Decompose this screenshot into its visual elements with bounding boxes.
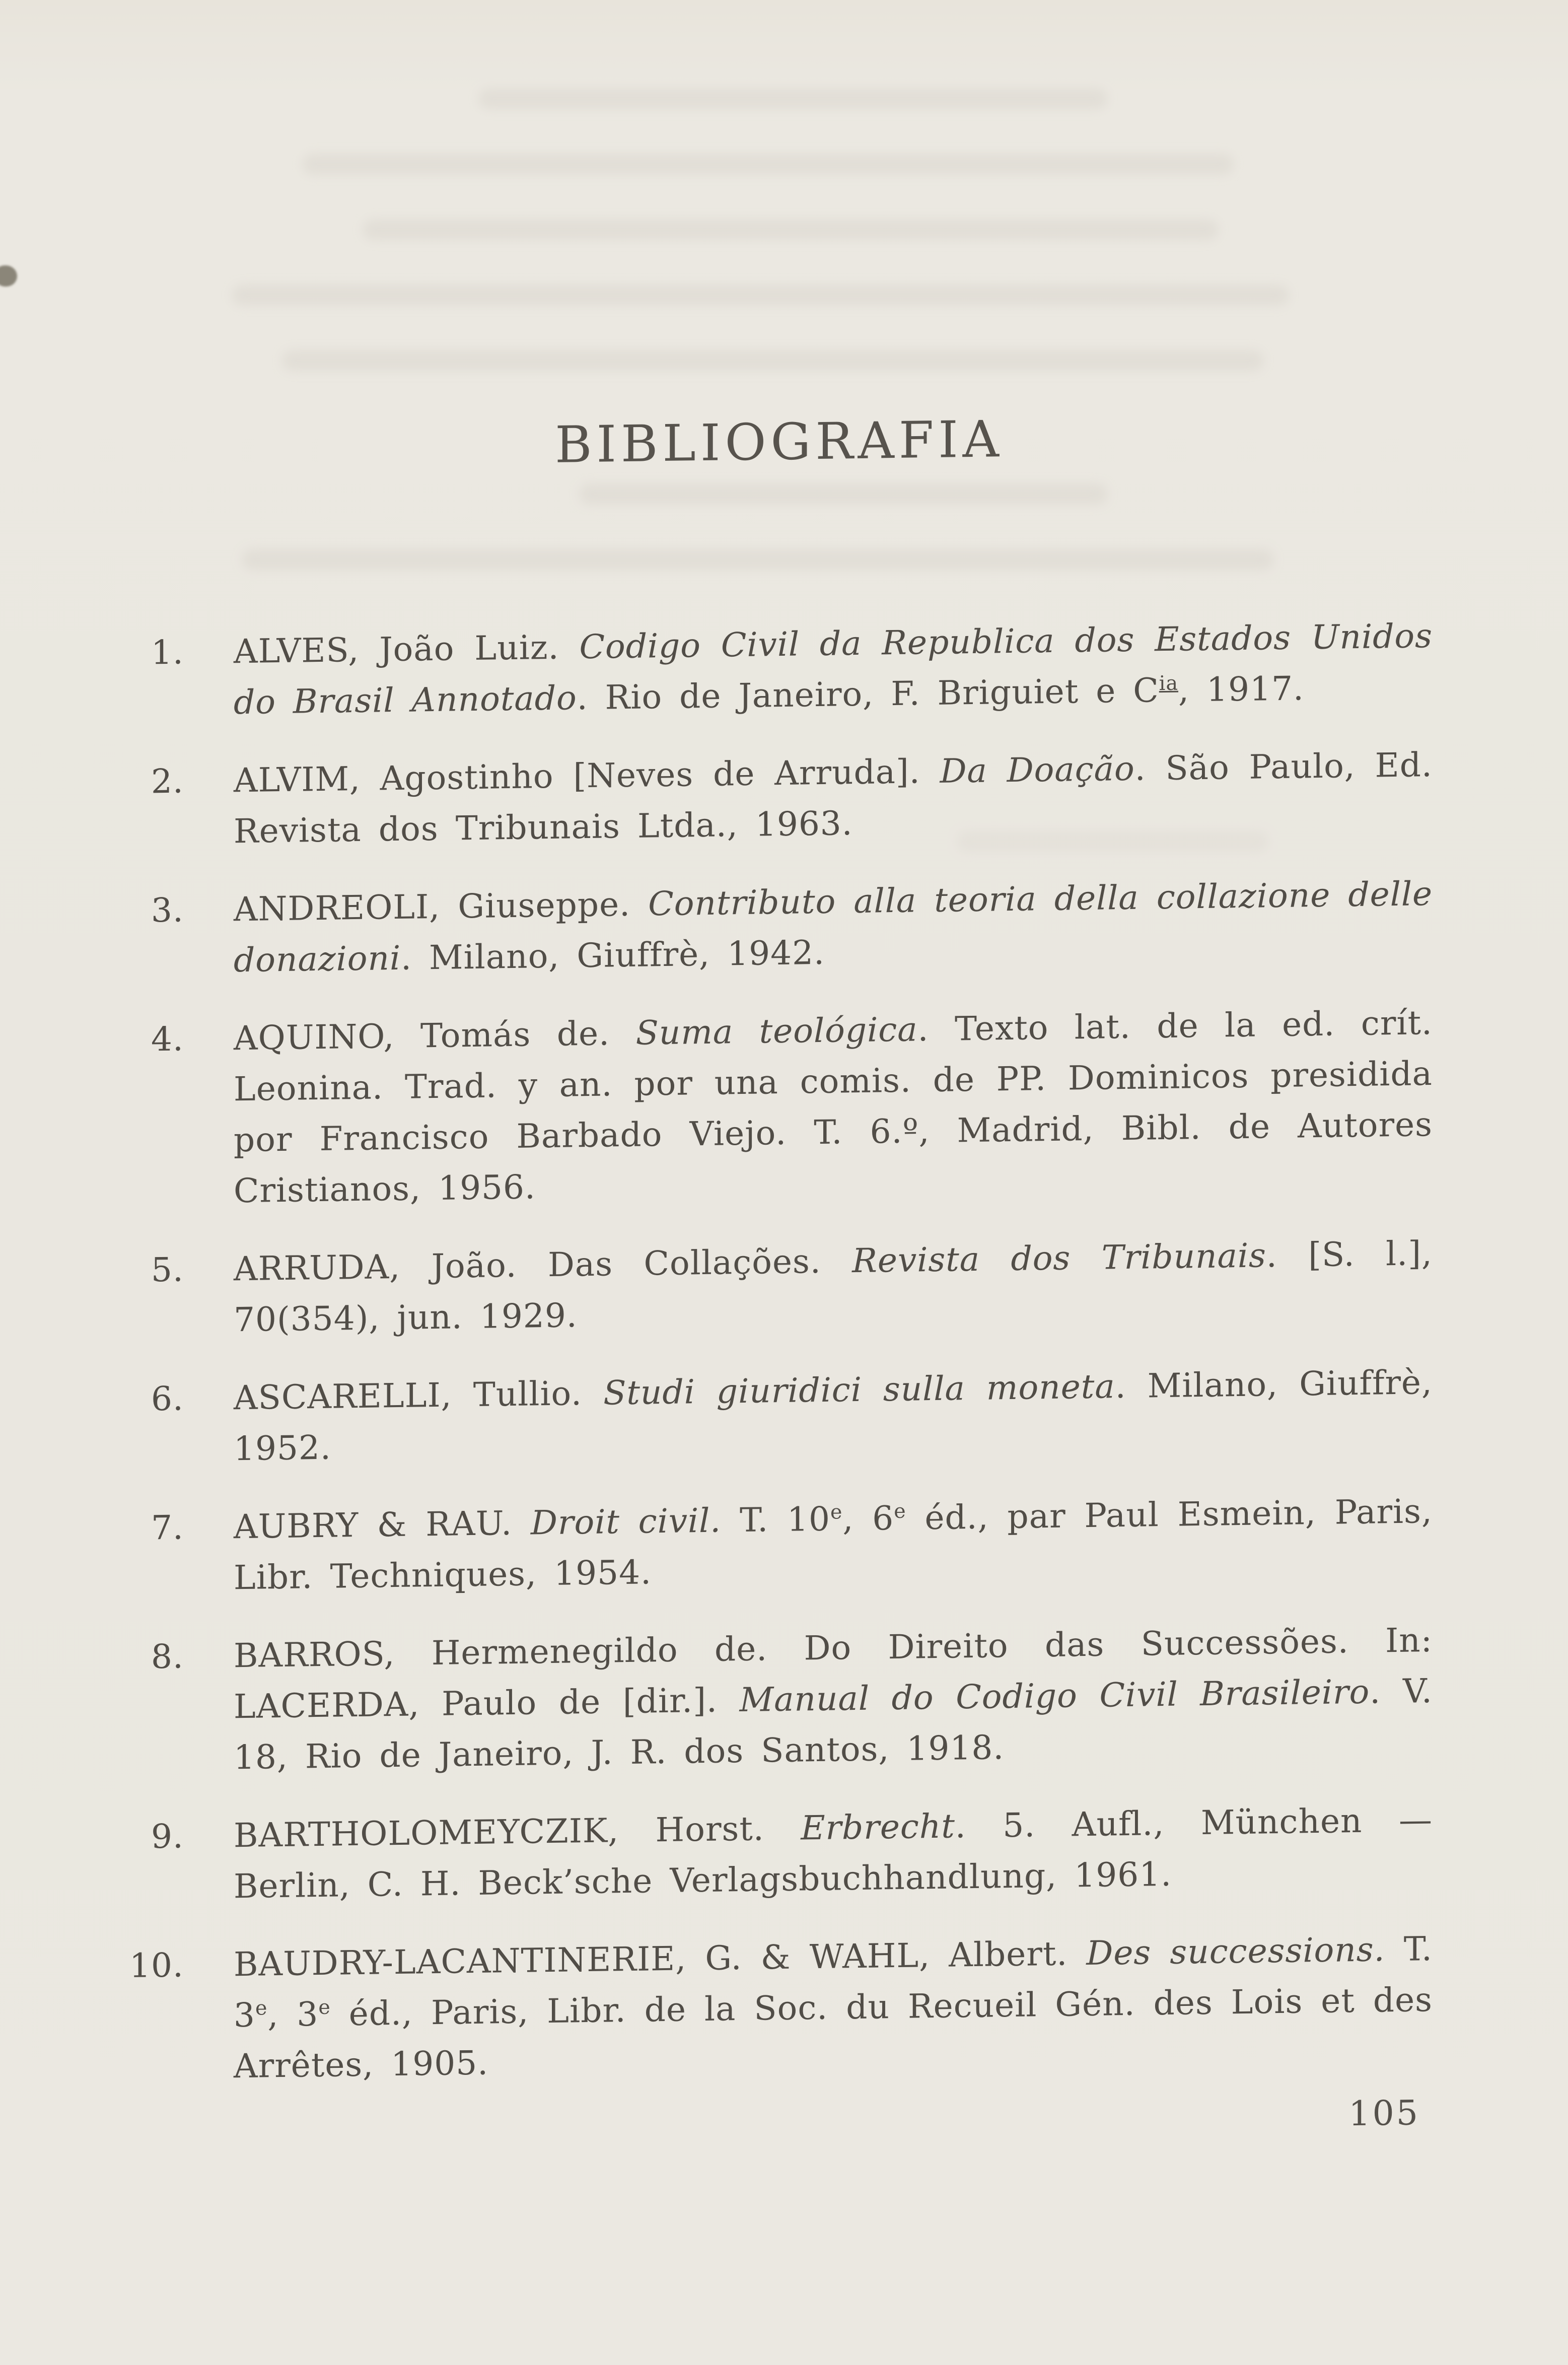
entry-number: 5. bbox=[151, 1250, 184, 1290]
entry-text-segment: BARTHOLOMEYCZIK, Horst. bbox=[234, 1808, 801, 1855]
entry-text-segment: , 6 bbox=[842, 1499, 894, 1539]
bibliography-entry bbox=[126, 610, 1433, 729]
scan-smudge-mark bbox=[0, 265, 17, 287]
bibliography-entry bbox=[126, 1228, 1433, 1347]
entry-text bbox=[234, 1923, 1433, 2092]
entry-text-segment: . Texto lat. de la ed. crít. Leonina. Trad. y an. por una comis. de PP. Dominicos presidida por Francisco Barbado Viejo. T. 6.º, Madrid, Bibl. de Autores Cristianos, 1956. bbox=[234, 1003, 1433, 1211]
entry-number: 7. bbox=[151, 1508, 184, 1548]
entry-text-segment: , 3 bbox=[267, 1994, 319, 2035]
entry-text bbox=[234, 610, 1433, 728]
bibliography-entry bbox=[126, 868, 1433, 987]
entry-text bbox=[234, 739, 1433, 857]
entry-text-segment: e bbox=[318, 1995, 331, 2019]
bibliography-entry bbox=[126, 1923, 1433, 2093]
entry-text bbox=[234, 997, 1433, 1216]
entry-text-segment: , 1917. bbox=[1178, 669, 1304, 710]
entry-text-segment: . 5. Aufl., München — Berlin, C. H. Beck’sche Verlagsbuchhandlung, 1961. bbox=[234, 1800, 1433, 1906]
entry-text-segment: ALVIM, Agostinho [Neves de Arruda]. bbox=[234, 751, 940, 800]
page-content bbox=[126, 0, 1433, 2365]
entry-text-segment: Erbrecht bbox=[801, 1806, 955, 1848]
entry-text-segment: Studi giuridici sulla moneta bbox=[603, 1367, 1115, 1413]
bibliography-entry bbox=[126, 1357, 1433, 1476]
entry-text-segment: BARROS, Hermenegildo de. Do Direito das Successões. In: LACERDA, Paulo de [dir.]. bbox=[234, 1621, 1433, 1726]
entry-text-segment: Da Doação bbox=[940, 749, 1135, 791]
entry-text bbox=[234, 1615, 1433, 1783]
entry-number: 9. bbox=[151, 1817, 184, 1856]
entry-text-segment: e bbox=[894, 1499, 906, 1523]
entry-text bbox=[234, 1486, 1433, 1603]
entry-text-segment: Revista dos Tribunais bbox=[852, 1236, 1266, 1281]
entry-text-segment: e bbox=[255, 1996, 268, 2020]
entry-number: 10. bbox=[129, 1945, 184, 1985]
entry-text-segment: Suma teológica bbox=[635, 1010, 918, 1053]
entry-text-segment: . V. 18, Rio de Janeiro, J. R. dos Santos, 1918. bbox=[234, 1672, 1433, 1777]
entry-number: 8. bbox=[151, 1637, 184, 1677]
entry-text-segment: . Milano, Giuffrè, 1942. bbox=[401, 933, 825, 978]
entry-text bbox=[234, 868, 1433, 986]
entry-text-segment: ALVES, João Luiz. bbox=[234, 628, 580, 671]
bibliography-entry bbox=[126, 1486, 1433, 1605]
entry-text-segment: Manual do Codigo Civil Brasileiro bbox=[739, 1672, 1370, 1720]
entry-text-segment: ia bbox=[1159, 671, 1179, 695]
entry-number: 4. bbox=[151, 1019, 184, 1059]
page-title: BIBLIOGRAFIA bbox=[555, 409, 1004, 474]
entry-text-segment: Codigo Civil da Republica dos Estados Unidos do Brasil Annotado bbox=[234, 616, 1433, 722]
entry-text-segment: BAUDRY-LACANTINERIE, G. & WAHL, Albert. bbox=[234, 1934, 1087, 1984]
bibliography-list bbox=[126, 610, 1433, 2120]
entry-text bbox=[234, 1357, 1433, 1474]
entry-text-segment: e bbox=[830, 1500, 843, 1524]
bibliography-entry bbox=[126, 1794, 1433, 1913]
entry-text-segment: . [S. l.], 70(354), jun. 1929. bbox=[234, 1234, 1433, 1340]
entry-text-segment: AQUINO, Tomás de. bbox=[234, 1013, 636, 1058]
entry-text bbox=[234, 1794, 1433, 1912]
entry-number: 3. bbox=[151, 890, 184, 930]
bibliography-entry bbox=[126, 1615, 1433, 1784]
entry-number: 6. bbox=[151, 1379, 184, 1419]
entry-text-segment: éd., Paris, Libr. de la Soc. du Recueil Gén. des Lois et des Arrêtes, 1905. bbox=[234, 1980, 1433, 2086]
entry-text-segment: éd., par Paul Esmein, Paris, Libr. Techniques, 1954. bbox=[234, 1492, 1433, 1597]
entry-text-segment: ASCARELLI, Tullio. bbox=[234, 1373, 604, 1418]
entry-text-segment: T. 10 bbox=[721, 1499, 831, 1540]
entry-text-segment: . São Paulo, Ed. Revista dos Tribunais Ltda., 1963. bbox=[234, 745, 1433, 851]
bibliography-entry bbox=[126, 739, 1433, 858]
entry-number: 2. bbox=[151, 761, 184, 801]
entry-text-segment: . Milano, Giuffrè, 1952. bbox=[234, 1363, 1433, 1469]
entry-text bbox=[234, 1228, 1433, 1345]
entry-number: 1. bbox=[151, 633, 184, 672]
entry-text-segment: AUBRY & RAU. bbox=[234, 1503, 531, 1547]
entry-text-segment: Droit civil. bbox=[531, 1501, 722, 1543]
entry-text-segment: Contributo alla teoria della collazione delle donazioni bbox=[234, 874, 1433, 980]
entry-text-segment: ANDREOLI, Giuseppe. bbox=[234, 884, 649, 929]
page-number: 105 bbox=[1348, 2093, 1420, 2134]
entry-text-segment: . Rio de Janeiro, F. Briguiet e C bbox=[577, 671, 1159, 718]
entry-text-segment: T. 3 bbox=[234, 1929, 1433, 2035]
entry-text-segment: Des successions. bbox=[1086, 1930, 1385, 1973]
bibliography-entry bbox=[126, 997, 1433, 1218]
entry-text-segment: ARRUDA, João. Das Collações. bbox=[234, 1241, 852, 1289]
